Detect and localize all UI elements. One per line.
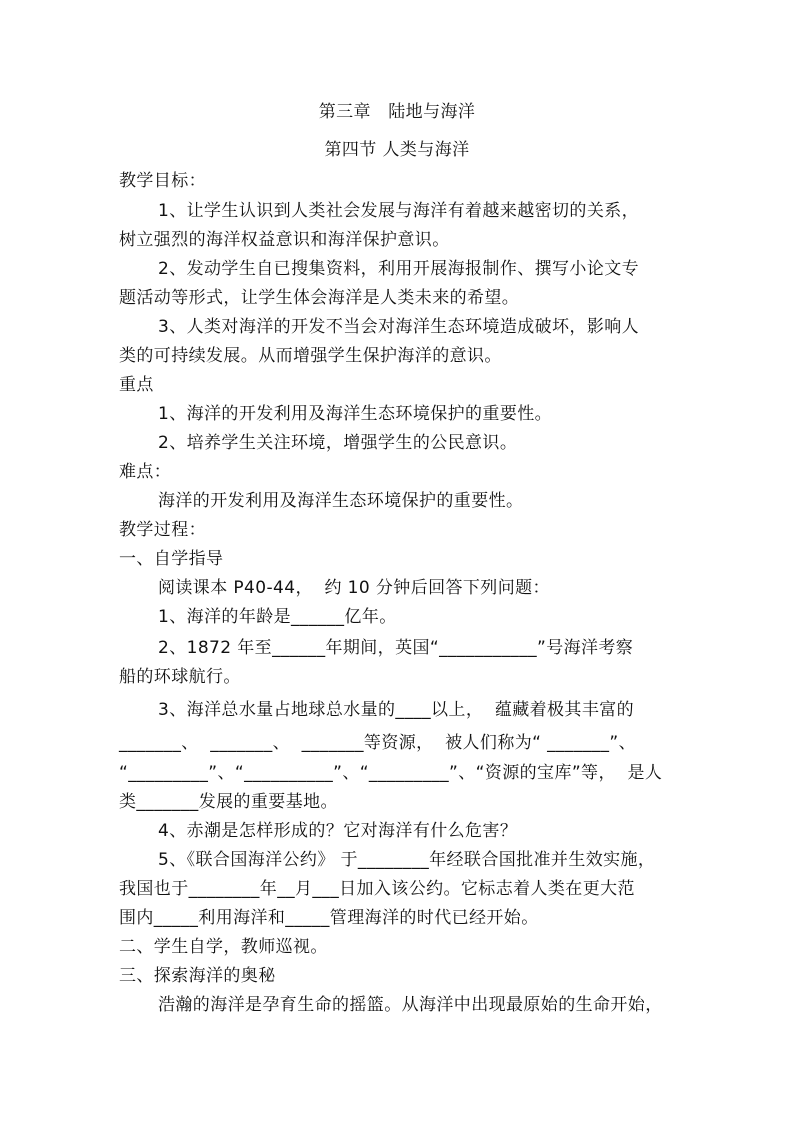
process-heading: 教学过程： [119, 520, 206, 540]
key-point-line: 2、培养学生关注环境，增强学生的公民意识。 [158, 433, 518, 453]
chapter-title: 第三章 陆地与海洋 [318, 102, 476, 122]
step1-line: 船的环球航行。 [119, 667, 241, 687]
step1-line: 我国也于________年__月___日加入该公约。它标志着人类在更大范 [119, 879, 635, 899]
key-points-heading: 重点 [119, 375, 154, 395]
objective-line: 1、让学生认识到人类社会发展与海洋有着越来越密切的关系， [158, 201, 640, 221]
step3-line: 浩瀚的海洋是孕育生命的摇篮。从海洋中出现最原始的生命开始， [158, 995, 663, 1015]
objective-line: 树立强烈的海洋权益意识和海洋保护意识。 [119, 230, 450, 250]
difficulty-line: 海洋的开发利用及海洋生态环境保护的重要性。 [158, 491, 524, 511]
objective-line: 类的可持续发展。从而增强学生保护海洋的意识。 [119, 346, 502, 366]
step1-line: 阅读课本 P40-44， 约 10 分钟后回答下列问题： [158, 578, 550, 598]
step1-line: 5、《联合国海洋公约》 于________年经联合国批准并生效实施， [158, 850, 656, 870]
step2-heading: 二、学生自学，教师巡视。 [119, 937, 328, 957]
step1-line: 4、赤潮是怎样形成的？它对海洋有什么危害？ [158, 821, 518, 841]
step1-line: _______、 _______、 _______等资源， 被人们称为“ _______”、 [119, 733, 637, 753]
difficulties-heading: 难点： [119, 462, 172, 482]
objective-line: 2、发动学生自已搜集资料，利用开展海报制作、撰写小论文专 [158, 259, 640, 279]
step1-line: 3、海洋总水量占地球总水量的____以上， 蕴藏着极其丰富的 [158, 700, 635, 720]
step1-heading: 一、自学指导 [119, 549, 224, 569]
key-point-line: 1、海洋的开发利用及海洋生态环境保护的重要性。 [158, 404, 553, 424]
section-title: 第四节 人类与海洋 [324, 140, 470, 160]
step1-line: 类_______发展的重要基地。 [119, 792, 338, 812]
step1-line: 围内_____利用海洋和_____管理海洋的时代已经开始。 [119, 908, 539, 928]
objective-line: 题活动等形式，让学生体会海洋是人类未来的希望。 [119, 288, 520, 308]
step1-line: 1、海洋的年龄是______亿年。 [158, 607, 397, 627]
step1-line: 2、1872 年至______年期间，英国“___________”号海洋考察 [158, 638, 634, 658]
objective-line: 3、人类对海洋的开发不当会对海洋生态环境造成破坏，影响人 [158, 317, 640, 337]
step3-heading: 三、探索海洋的奥秘 [119, 966, 276, 986]
objectives-heading: 教学目标： [119, 171, 206, 191]
step1-line: “_________”、“__________”、“_________”、“资源的宝库”等， 是人 [119, 763, 663, 783]
